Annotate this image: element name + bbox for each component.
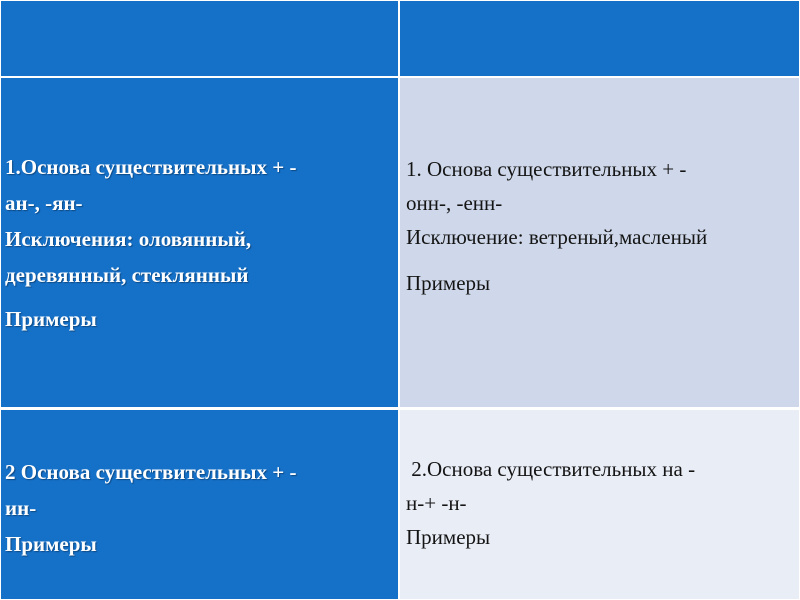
table-cell-row2-right <box>400 407 799 599</box>
rule-text-block <box>5 454 394 562</box>
examples-label: Примеры <box>5 307 97 331</box>
examples-label: Примеры <box>406 525 491 549</box>
rule-line: н-+ -н- <box>406 491 467 515</box>
rule-line: 2.Основа существительных на - <box>406 457 696 481</box>
rule-line: ан-, -ян- <box>5 191 83 215</box>
table-cell-row2-left <box>1 407 400 599</box>
rule-line: Исключение: ветреный,масленый <box>406 225 708 249</box>
rule-line: 2 Основа существительных + - <box>5 460 297 484</box>
rule-line: 1.Основа существительных + - <box>5 155 297 179</box>
rule-text-block <box>406 452 795 554</box>
table-cell-row1-right <box>400 76 799 407</box>
rule-line: деревянный, стеклянный <box>5 263 249 287</box>
suffix-rules-table <box>1 1 799 599</box>
rule-text-block <box>5 149 394 337</box>
examples-label: Примеры <box>5 532 97 556</box>
rule-line: Исключения: оловянный, <box>5 227 252 251</box>
table-header-left <box>1 1 400 76</box>
table-cell-row1-left <box>1 76 400 407</box>
rule-line: 1. Основа существительных + - <box>406 157 687 181</box>
rule-line: онн-, -енн- <box>406 191 503 215</box>
examples-label: Примеры <box>406 271 491 295</box>
rule-text-block <box>406 152 795 300</box>
rule-line: ин- <box>5 496 37 520</box>
table-header-right <box>400 1 799 76</box>
